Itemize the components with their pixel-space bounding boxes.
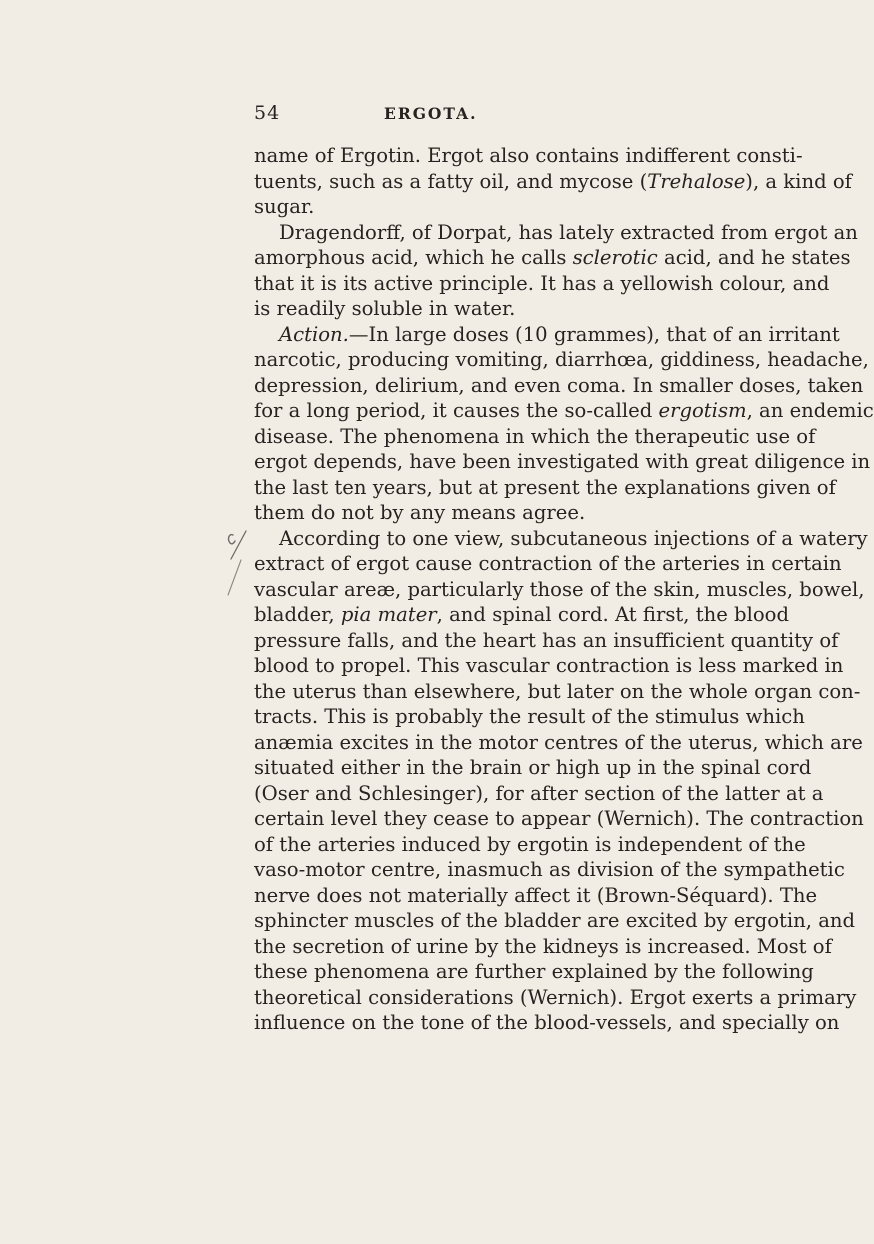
- text-segment: nerve does not materially affect it (Brown-Séquard). The: [254, 883, 818, 907]
- text-line: [254, 220, 858, 246]
- text-line: [254, 500, 774, 526]
- text-segment: vascular areæ, particularly those of the skin, muscles, bowel,: [254, 577, 865, 601]
- text-line: [254, 347, 869, 373]
- text-line: [254, 908, 856, 934]
- paragraph: [254, 322, 874, 526]
- page-number: 54: [254, 102, 281, 124]
- text-line: [254, 628, 839, 654]
- text-line: [254, 322, 840, 348]
- text-segment: sphincter muscles of the bladder are excited by ergotin, and: [254, 909, 856, 932]
- italic-term: Trehalose: [647, 169, 746, 193]
- text-segment: —In large doses (10 grammes), that of an irritant: [348, 322, 840, 346]
- text-line: [254, 679, 861, 705]
- italic-term: pia mater: [340, 603, 437, 626]
- text-segment: , an endemic: [746, 399, 874, 422]
- handwritten-margin-mark: [225, 527, 247, 597]
- text-segment: that it is its active principle. It has a yellowish colour, and: [254, 271, 830, 295]
- text-segment: blood to propel. This vascular contraction is less marked in: [254, 654, 844, 677]
- page-header: [0, 102, 800, 128]
- text-line: [254, 475, 836, 501]
- text-line: [254, 704, 805, 730]
- text-segment: , and spinal cord. At first, the blood: [436, 603, 789, 626]
- text-segment: disease. The phenomena in which the therapeutic use of: [254, 424, 816, 448]
- text-segment: anæmia excites in the motor centres of the uterus, which are: [254, 730, 863, 754]
- text-line: [254, 526, 868, 552]
- paragraph: [254, 526, 868, 1036]
- text-line: [254, 934, 832, 960]
- text-segment: certain level they cease to appear (Wernich). The contraction: [254, 807, 864, 830]
- text-line: [254, 883, 818, 909]
- text-segment: amorphous acid, which he calls: [254, 246, 573, 269]
- text-segment: depression, delirium, and even coma. In smaller doses, taken: [254, 373, 864, 397]
- text-segment: narcotic, producing vomiting, diarrhœa, giddiness, headache,: [254, 348, 869, 371]
- text-line: [254, 653, 844, 679]
- text-line: [254, 143, 803, 169]
- text-segment: bladder,: [254, 603, 341, 626]
- text-line: [254, 194, 774, 220]
- text-line: [254, 577, 865, 603]
- text-segment: the last ten years, but at present the explanations given of: [254, 475, 836, 499]
- text-segment: theoretical considerations (Wernich). Ergot exerts a primary: [254, 985, 857, 1009]
- text-segment: them do not by any means agree.: [254, 501, 586, 524]
- text-line: [254, 1010, 840, 1036]
- text-segment: Dragendorff, of Dorpat, has lately extracted from ergot an: [279, 220, 858, 244]
- italic-term: Action.: [279, 322, 349, 346]
- text-line: [254, 296, 774, 322]
- text-line: [254, 781, 824, 807]
- text-segment: for a long period, it causes the so-called: [254, 399, 659, 422]
- text-segment: According to one view, subcutaneous injections of a watery: [279, 526, 868, 550]
- text-segment: the uterus than elsewhere, but later on the whole organ con-: [254, 679, 861, 703]
- text-segment: vaso-motor centre, inasmuch as division of the sympathetic: [254, 858, 845, 881]
- text-segment: is readily soluble in water.: [254, 297, 516, 320]
- text-line: [254, 806, 864, 832]
- text-line: [254, 271, 830, 297]
- text-line: [254, 602, 789, 628]
- text-segment: sugar.: [254, 195, 315, 218]
- text-segment: situated either in the brain or high up in the spinal cord: [254, 756, 812, 779]
- text-line: [254, 449, 871, 475]
- text-line: [254, 373, 864, 399]
- text-line: [254, 730, 863, 756]
- italic-term: sclerotic: [572, 246, 658, 269]
- text-line: [254, 424, 816, 450]
- text-segment: pressure falls, and the heart has an insufficient quantity of: [254, 628, 839, 652]
- paragraph: [254, 143, 852, 220]
- text-segment: these phenomena are further explained by the following: [254, 960, 814, 983]
- text-segment: tracts. This is probably the result of the stimulus which: [254, 705, 805, 728]
- running-head: ERGOTA.: [384, 104, 478, 123]
- text-segment: acid, and he states: [657, 246, 851, 269]
- paragraph: [254, 220, 858, 322]
- text-segment: ergot depends, have been investigated with great diligence in: [254, 450, 871, 473]
- text-segment: name of Ergotin. Ergot also contains indifferent consti-: [254, 144, 803, 167]
- text-line: [254, 832, 806, 858]
- text-line: [254, 755, 812, 781]
- text-line: [254, 959, 814, 985]
- text-line: [254, 985, 857, 1011]
- text-segment: tuents, such as a fatty oil, and mycose (: [254, 169, 648, 193]
- text-segment: ), a kind of: [745, 169, 852, 193]
- text-line: [254, 551, 842, 577]
- text-line: [254, 857, 845, 883]
- text-segment: of the arteries induced by ergotin is independent of the: [254, 832, 806, 856]
- body-text: [254, 143, 874, 1036]
- text-line: [254, 169, 852, 195]
- text-segment: extract of ergot cause contraction of the arteries in certain: [254, 552, 842, 575]
- text-segment: (Oser and Schlesinger), for after section of the latter at a: [254, 781, 824, 805]
- italic-term: ergotism: [658, 399, 747, 422]
- text-segment: the secretion of urine by the kidneys is increased. Most of: [254, 934, 832, 958]
- text-segment: influence on the tone of the blood-vessels, and specially on: [254, 1011, 840, 1034]
- text-line: [254, 398, 874, 424]
- text-line: [254, 245, 851, 271]
